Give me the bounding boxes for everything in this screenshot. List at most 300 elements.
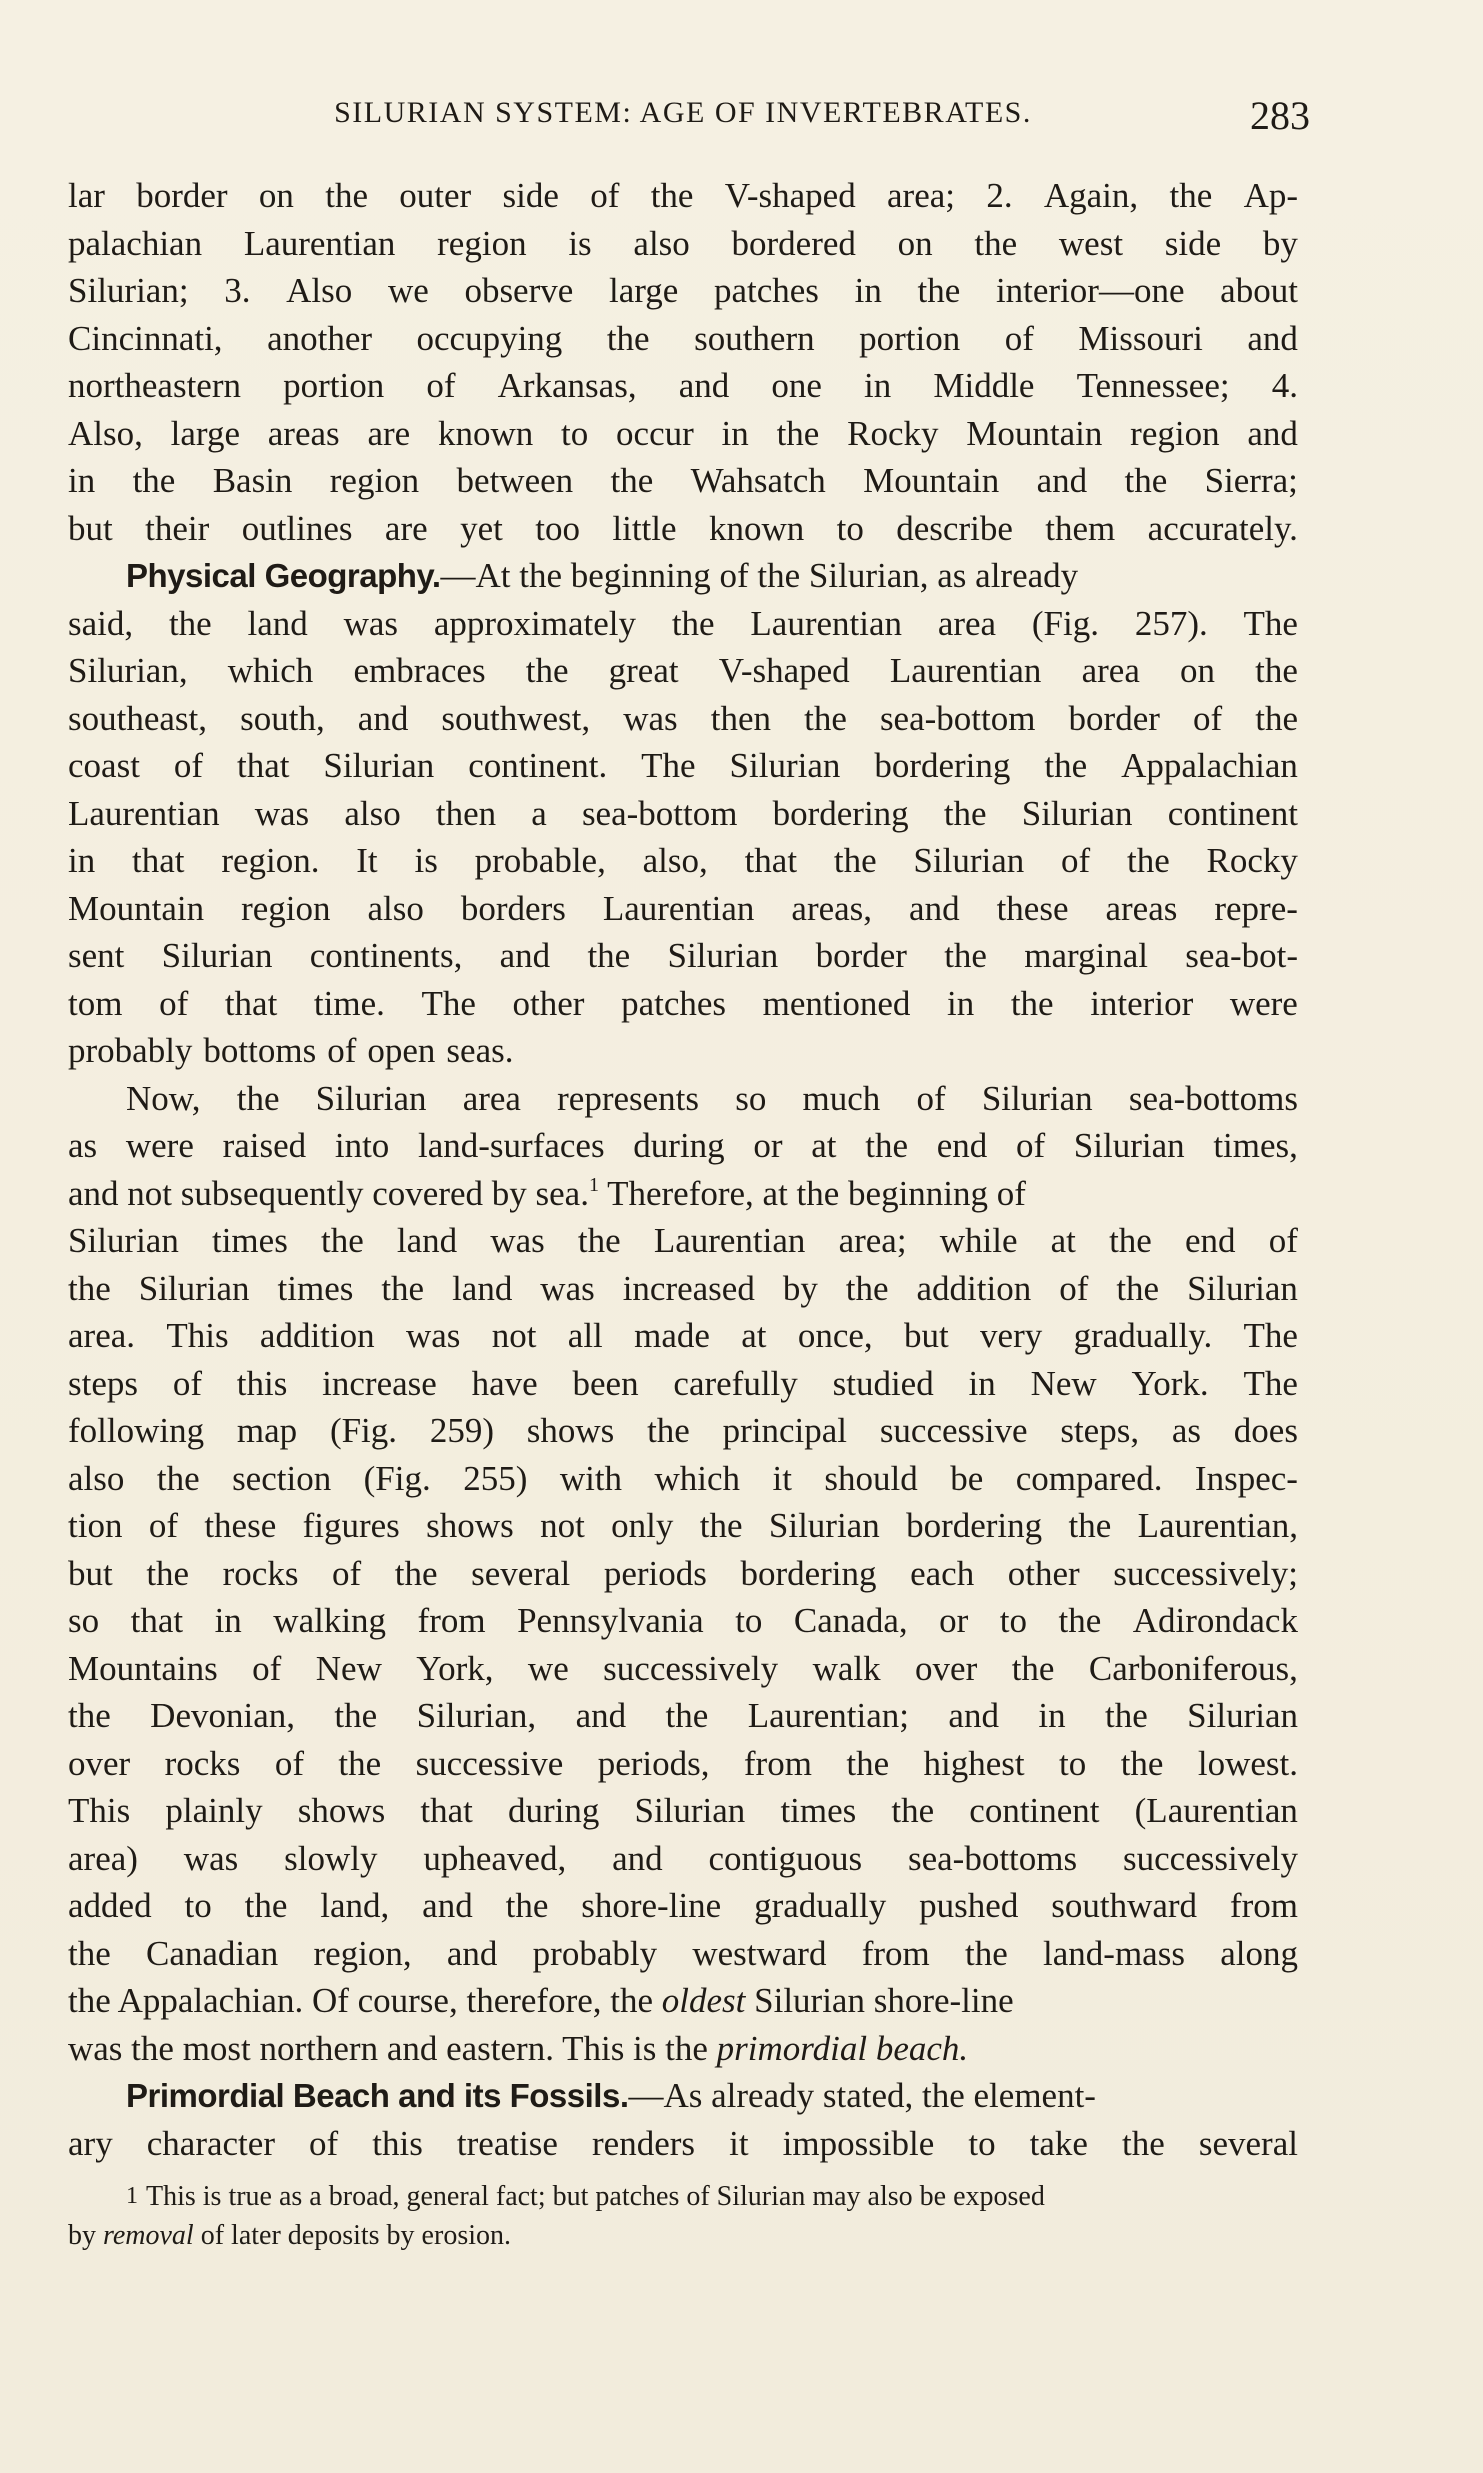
word: only <box>611 1506 674 1545</box>
word: Carboniferous, <box>1088 1648 1298 1688</box>
word: Also <box>286 271 353 310</box>
word: region, <box>313 1933 412 1973</box>
word: of <box>159 983 189 1023</box>
word: border <box>815 936 907 975</box>
word: palachian <box>68 223 203 263</box>
text-line <box>68 220 1298 268</box>
word: at <box>741 1316 767 1355</box>
word: figures <box>302 1506 400 1545</box>
word: land <box>396 1221 458 1260</box>
word: increased <box>622 1268 755 1308</box>
word: area. <box>68 1316 136 1355</box>
heading-continuation: —As already stated, the element- <box>628 2076 1096 2115</box>
text-line <box>68 1597 1298 1645</box>
heading-continuation: —At the beginning of the Silurian, as already <box>440 556 1079 595</box>
word: into <box>334 1126 390 1165</box>
word: or <box>753 1126 783 1165</box>
word: lar <box>68 176 105 215</box>
word: the <box>974 223 1018 263</box>
word: sea-bottom <box>581 793 738 833</box>
word: to <box>561 413 589 453</box>
word: shows <box>297 1791 386 1830</box>
word: walking <box>273 1601 387 1640</box>
word: are <box>384 508 428 548</box>
word: to <box>735 1601 763 1640</box>
word: of <box>590 176 620 215</box>
word: large <box>608 271 679 310</box>
word: the <box>1122 2123 1165 2163</box>
word: (Fig. <box>329 1411 398 1450</box>
word: shows <box>526 1411 615 1450</box>
word: the <box>610 461 654 500</box>
word: that <box>744 841 798 880</box>
text-line <box>68 1882 1298 1930</box>
word: seas. <box>446 1031 514 1070</box>
word: sea-bottom <box>879 698 1036 738</box>
word: very <box>980 1316 1043 1355</box>
word: bottoms <box>203 1031 317 1070</box>
word: This <box>166 1316 229 1355</box>
word: area) <box>68 1838 138 1878</box>
body-text <box>68 172 1298 2167</box>
word: large <box>170 413 240 453</box>
word: of <box>274 1743 304 1783</box>
word: Silurian; <box>68 271 189 310</box>
word: of <box>327 1031 357 1070</box>
word: The <box>421 983 476 1023</box>
word: we <box>387 271 429 310</box>
word: also <box>68 1458 125 1498</box>
text-line <box>68 2120 1298 2168</box>
word: in <box>968 1363 996 1403</box>
word: and <box>357 698 409 738</box>
word: pushed <box>919 1886 1019 1925</box>
word: 2. <box>986 176 1013 215</box>
word: the <box>1105 1696 1148 1735</box>
word: Now, <box>126 1078 201 1118</box>
footnote-ref: 1 <box>588 1173 599 1196</box>
word: the <box>577 1221 621 1260</box>
word: the <box>846 1743 890 1783</box>
word: the <box>244 1886 288 1925</box>
word: but <box>68 1553 113 1593</box>
word: impossible <box>782 2123 935 2163</box>
word: V-shaped <box>718 651 850 690</box>
word: the <box>1109 1221 1152 1260</box>
word: continent <box>1167 793 1298 833</box>
section-heading: Physical Geography. <box>126 557 441 594</box>
word: not <box>540 1506 585 1545</box>
word: was <box>343 603 399 643</box>
word: to <box>999 1601 1027 1640</box>
word: side <box>1164 223 1222 263</box>
footnote-text: of later deposits by erosion. <box>193 2220 511 2251</box>
word: Laurentian <box>602 888 755 928</box>
word: but <box>68 508 113 548</box>
word: another <box>267 318 373 358</box>
word: outlines <box>241 508 353 548</box>
word: on <box>258 176 294 215</box>
word: addition <box>259 1316 375 1355</box>
word: sea-bottoms <box>1128 1078 1298 1118</box>
word: bordering <box>772 793 909 833</box>
word: repre- <box>1214 888 1298 928</box>
word: in <box>864 366 892 405</box>
word: Devonian, <box>150 1696 295 1735</box>
word: Tennessee; <box>1076 366 1230 405</box>
word: Laurentian; <box>747 1696 909 1735</box>
word: successively; <box>1113 1553 1298 1593</box>
word: northeastern <box>68 366 241 405</box>
word: Silurian <box>667 936 779 975</box>
word: V-shaped <box>724 176 856 215</box>
text-line <box>68 647 1298 695</box>
word: so <box>735 1078 767 1118</box>
word: land-surfaces <box>418 1126 605 1165</box>
word: not <box>491 1316 537 1355</box>
word: Appalachian <box>1121 746 1298 785</box>
text-line <box>68 410 1298 458</box>
word: slowly <box>284 1838 378 1878</box>
word: and <box>422 1886 473 1925</box>
word: we <box>527 1648 569 1688</box>
text-run <box>68 1977 1014 2025</box>
word: the <box>525 651 569 690</box>
word: the <box>132 461 176 500</box>
word: of <box>916 1078 946 1118</box>
text-line <box>68 600 1298 648</box>
word: bordering <box>906 1506 1043 1545</box>
word: over <box>68 1743 131 1783</box>
word: sea-bot- <box>1185 936 1298 975</box>
word: that <box>224 983 278 1023</box>
text-line <box>68 1930 1298 1978</box>
word: continent <box>969 1791 1100 1830</box>
word: Rocky <box>847 413 939 453</box>
word: the <box>647 1411 690 1450</box>
word: times, <box>1213 1126 1298 1165</box>
word: have <box>471 1363 538 1403</box>
word: Pennsylvania <box>517 1601 704 1640</box>
word: with <box>559 1458 623 1498</box>
word: 259) <box>429 1411 494 1450</box>
word: represents <box>557 1078 700 1118</box>
word: little <box>612 508 677 548</box>
word: sea-bottoms <box>907 1838 1078 1878</box>
word: embraces <box>353 651 486 690</box>
word: this <box>236 1363 288 1403</box>
word: one <box>771 366 822 405</box>
word: gradually <box>754 1886 887 1925</box>
word: coast <box>68 746 140 785</box>
word: the <box>156 1458 200 1498</box>
text-line <box>68 457 1298 505</box>
word: the <box>68 1933 111 1973</box>
word: renders <box>592 2123 696 2163</box>
word: that <box>236 746 290 785</box>
word: in <box>214 1601 242 1640</box>
word: in <box>68 841 96 880</box>
text-line <box>68 1027 1298 1075</box>
word: southward <box>1051 1886 1198 1925</box>
word: at <box>811 1126 837 1165</box>
word: and <box>1247 413 1298 453</box>
word: of <box>1192 698 1223 738</box>
word: was <box>540 1268 595 1308</box>
word: too <box>535 508 580 548</box>
word: the <box>833 841 877 880</box>
word: to <box>1059 1743 1087 1783</box>
word: the <box>1011 1648 1055 1688</box>
word: the <box>325 176 368 215</box>
word: also <box>633 223 690 263</box>
text-line <box>68 1977 1298 2025</box>
word: successive <box>415 1743 564 1783</box>
word: of <box>332 1553 362 1593</box>
word: and <box>499 936 551 975</box>
word: and <box>612 1838 663 1878</box>
word: Laurentian <box>653 1221 806 1260</box>
word: the <box>776 413 820 453</box>
word: successively <box>1123 1838 1298 1878</box>
word: continents, <box>309 936 463 975</box>
word: The <box>1243 1363 1298 1403</box>
word: Silurian <box>68 1221 179 1260</box>
word: about <box>1220 271 1298 310</box>
word: bordering <box>874 746 1011 785</box>
word: to <box>968 2123 996 2163</box>
word: is <box>414 841 438 880</box>
word: Wahsatch <box>690 461 826 500</box>
word: which <box>654 1458 741 1498</box>
word: the <box>699 1506 743 1545</box>
word: the <box>665 1696 709 1735</box>
word: as <box>68 1126 98 1165</box>
word: much <box>802 1078 881 1118</box>
word: bordering <box>740 1553 877 1593</box>
word: the <box>334 1696 378 1735</box>
word: Silurian <box>1073 1126 1185 1165</box>
word: times <box>277 1268 354 1308</box>
word: areas <box>1105 888 1178 928</box>
word: so <box>68 1601 100 1640</box>
text-line <box>68 885 1298 933</box>
word: raised <box>222 1126 307 1165</box>
word: Silurian <box>1187 1268 1298 1308</box>
italic-phrase: primordial beach. <box>716 2028 969 2068</box>
text-line <box>68 267 1298 315</box>
footnote-line <box>68 2177 1298 2216</box>
word: them <box>1045 508 1116 548</box>
word: steps <box>68 1363 138 1403</box>
text-fragment: Silurian shore-line <box>745 1981 1014 2020</box>
word: this <box>372 2123 423 2163</box>
word: Silurian <box>981 1078 1093 1118</box>
word: bordered <box>731 223 856 263</box>
word: on <box>897 223 933 263</box>
word: the <box>1058 1601 1102 1640</box>
word: end <box>1184 1221 1236 1260</box>
word: Ap- <box>1243 176 1298 215</box>
word: region <box>241 888 331 928</box>
word: the <box>845 1268 889 1308</box>
word: region <box>437 223 527 263</box>
text-fragment: and not subsequently covered by sea. <box>68 1173 589 1213</box>
footnote-text: by <box>68 2220 103 2251</box>
word: then <box>710 698 772 738</box>
word: and <box>1247 318 1298 358</box>
word: patches <box>621 983 727 1023</box>
word: contiguous <box>708 1838 863 1878</box>
word: (Fig. <box>363 1458 431 1498</box>
word: by <box>1262 223 1298 263</box>
word: and <box>1036 461 1088 500</box>
word: land <box>452 1268 513 1308</box>
word: then <box>435 793 497 833</box>
word: gradually. <box>1073 1316 1213 1355</box>
word: approximately <box>433 603 637 643</box>
word: the <box>381 1268 425 1308</box>
word: 3. <box>224 271 251 310</box>
word: are <box>367 413 411 453</box>
word: addition <box>916 1268 1032 1308</box>
heading-run <box>126 552 1078 600</box>
word: in <box>854 271 882 310</box>
word: Arkansas, <box>497 366 637 405</box>
word: Silurian, <box>68 651 188 690</box>
word: once, <box>797 1316 873 1355</box>
word: Laurentian <box>889 651 1042 690</box>
word: border <box>136 176 228 215</box>
word: probably <box>532 1933 658 1973</box>
word: Silurian <box>161 936 273 975</box>
word: Silurian <box>634 1791 746 1830</box>
word: region <box>329 461 420 500</box>
word: the <box>1126 841 1170 880</box>
word: Mountains <box>68 1648 218 1688</box>
word: probable, <box>474 841 606 880</box>
word: these <box>204 1506 277 1545</box>
word: the <box>944 936 987 975</box>
word: interior—one <box>995 271 1185 310</box>
text-line <box>68 1312 1298 1360</box>
word: the <box>1010 983 1054 1023</box>
word: west <box>1058 223 1124 263</box>
word: the <box>865 1126 908 1165</box>
word: occur <box>616 413 694 453</box>
word: in <box>946 983 975 1023</box>
word: probably <box>68 1031 193 1070</box>
word: area; <box>887 176 955 215</box>
word: southern <box>694 318 815 358</box>
word: which <box>227 651 314 690</box>
word: to <box>184 1886 212 1925</box>
word: while <box>939 1221 1018 1260</box>
word: of <box>1061 841 1091 880</box>
word: Also, <box>68 413 143 453</box>
word: tom <box>68 983 123 1023</box>
footnote-mark: 1 <box>126 2183 138 2209</box>
word: was <box>183 1838 239 1878</box>
word: the <box>68 1268 111 1308</box>
word: from <box>743 1743 812 1783</box>
word: the <box>671 603 715 643</box>
word: describe <box>896 508 1013 548</box>
word: lowest. <box>1197 1743 1298 1783</box>
word: and <box>948 1696 999 1735</box>
word: the <box>587 936 631 975</box>
word: the <box>650 176 694 215</box>
word: of <box>172 1363 202 1403</box>
word: portion <box>283 366 385 405</box>
word: the <box>891 1791 935 1830</box>
word: Laurentian, <box>1137 1506 1298 1545</box>
word: increase <box>322 1363 437 1403</box>
word: from <box>417 1601 486 1640</box>
word: 257). <box>1134 603 1208 643</box>
word: it <box>772 1458 792 1498</box>
word: principal <box>722 1411 848 1450</box>
word: and <box>575 1696 627 1735</box>
word: the <box>1120 1743 1164 1783</box>
word: the <box>917 271 961 310</box>
word: following <box>68 1411 205 1450</box>
word: (Fig. <box>1031 603 1099 643</box>
word: from <box>1229 1886 1298 1925</box>
word: made <box>634 1316 710 1355</box>
word: the <box>505 1886 549 1925</box>
word: other <box>512 983 585 1023</box>
text-line <box>68 1550 1298 1598</box>
word: added <box>68 1886 152 1925</box>
word: ary <box>68 2123 113 2163</box>
word: land <box>247 603 308 643</box>
word: Silurian, <box>416 1696 537 1735</box>
text-run <box>68 2025 968 2073</box>
word: over <box>915 1648 978 1688</box>
word: 255) <box>463 1458 528 1498</box>
word: successive <box>879 1411 1028 1450</box>
section-heading-line <box>68 552 1298 600</box>
word: open <box>367 1031 436 1070</box>
word: but <box>903 1316 949 1355</box>
word: Canada, <box>793 1601 908 1640</box>
word: be <box>950 1458 984 1498</box>
word: Missouri <box>1078 318 1203 358</box>
word: a <box>531 793 547 833</box>
italic-word: removal <box>103 2220 194 2251</box>
text-line <box>68 1217 1298 1265</box>
word: these <box>996 888 1069 928</box>
word: Silurian <box>913 841 1025 880</box>
word: shows <box>426 1506 514 1545</box>
word: the <box>394 1553 438 1593</box>
word: Silurian <box>1021 793 1133 833</box>
word: the <box>168 603 212 643</box>
word: Laurentian <box>68 793 220 833</box>
word: This <box>68 1791 131 1830</box>
word: the <box>1124 461 1168 500</box>
text-fragment: Therefore, at the beginning of <box>598 1173 1026 1213</box>
italic-word: oldest <box>661 1981 746 2020</box>
text-line <box>68 1645 1298 1693</box>
word: periods, <box>597 1743 710 1783</box>
text-line <box>68 695 1298 743</box>
word: of <box>252 1648 282 1688</box>
word: southwest, <box>441 698 591 738</box>
text-line <box>68 1692 1298 1740</box>
word: The <box>1243 603 1298 643</box>
